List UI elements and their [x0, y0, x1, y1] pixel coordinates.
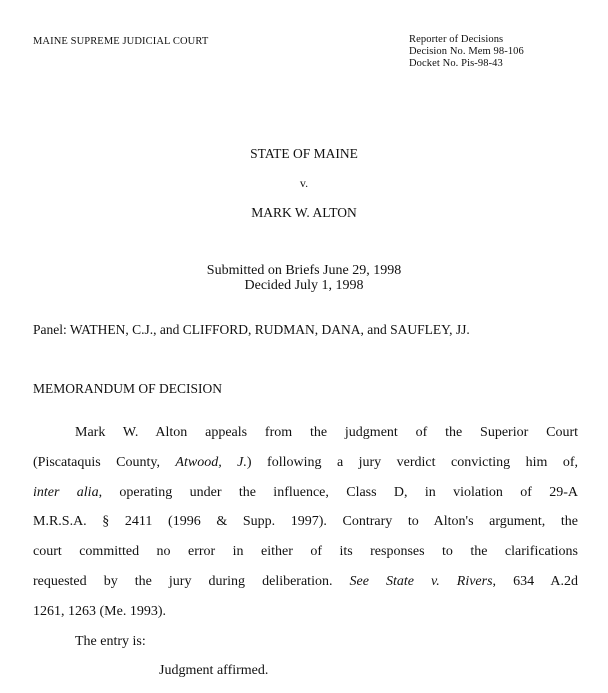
- reporter-of-decisions: Reporter of Decisions: [409, 34, 504, 45]
- paragraph-line-2: [33, 455, 578, 471]
- paragraph-line-3-part-2: , operating under the influence, Class D, in violation of 29-A: [98, 485, 578, 500]
- paragraph-line-4: M.R.S.A. § 2411 (1996 & Supp. 1997). Contrary to Alton's argument, the: [33, 514, 578, 529]
- memorandum-heading: MEMORANDUM OF DECISION: [33, 381, 223, 396]
- panel-line: Panel: WATHEN, C.J., and CLIFFORD, RUDMAN, DANA, and SAUFLEY, JJ.: [33, 322, 470, 337]
- decision-number: Decision No. Mem 98-106: [409, 46, 524, 57]
- decided-date: Decided July 1, 1998: [244, 278, 364, 293]
- paragraph-line-2-part-3: ) following a jury verdict convicting him of,: [246, 455, 578, 470]
- paragraph-line-6-part-1: requested by the jury during deliberation.: [33, 574, 350, 589]
- caption-plaintiff: STATE OF MAINE: [250, 146, 358, 161]
- caption-versus: v.: [299, 176, 309, 190]
- paragraph-line-6: [33, 574, 578, 590]
- paragraph-line-7: 1261, 1263 (Me. 1993).: [33, 604, 166, 619]
- paragraph-line-6-part-3: , 634 A.2d: [492, 574, 578, 589]
- inter-alia: inter alia: [33, 485, 99, 500]
- court-name: MAINE SUPREME JUDICIAL COURT: [33, 36, 209, 47]
- docket-number: Docket No. Pis-98-43: [409, 58, 503, 69]
- paragraph-line-5: court committed no error in either of its responses to the clarifications: [33, 544, 578, 559]
- entry-disposition: Judgment affirmed.: [159, 663, 269, 678]
- caption-defendant: MARK W. ALTON: [251, 205, 357, 220]
- paragraph-line-3: [33, 485, 578, 501]
- entry-label: The entry is:: [75, 634, 146, 649]
- submitted-date: Submitted on Briefs June 29, 1998: [206, 263, 402, 278]
- case-citation: See State v. Rivers: [349, 574, 493, 589]
- judge-name: Atwood, J.: [175, 455, 247, 470]
- paragraph-line-2-part-1: (Piscataquis County,: [33, 455, 176, 470]
- paragraph-line-1: Mark W. Alton appeals from the judgment of the Superior Court: [75, 425, 578, 440]
